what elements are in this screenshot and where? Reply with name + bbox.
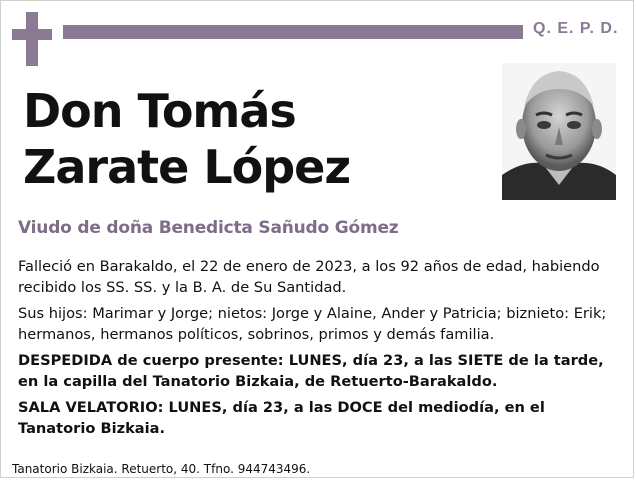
cross-icon — [12, 12, 52, 66]
deceased-name — [23, 83, 483, 195]
name-line-2: Zarate López — [23, 140, 351, 194]
funeral-home-footer: Tanatorio Bizkaia. Retuerto, 40. Tfno. 944743496. — [12, 462, 311, 476]
family-paragraph: Sus hijos: Marimar y Jorge; nietos: Jorge y Alaine, Ander y Patricia; biznieto: Erik; hermanos, hermanos políticos, sobrinos, primos y demás familia. — [18, 305, 607, 343]
header-bar — [63, 25, 523, 39]
portrait-image — [502, 63, 616, 200]
qepd-label: Q. E. P. D. — [533, 20, 619, 37]
deceased-photo — [502, 63, 616, 200]
obituary-body — [18, 256, 618, 444]
farewell-paragraph: DESPEDIDA de cuerpo presente: LUNES, día 23, a las SIETE de la tarde, en la capilla del Tanatorio Bizkaia, de Retuerto-Barakaldo. — [18, 352, 604, 390]
wake-paragraph: SALA VELATORIO: LUNES, día 23, a las DOCE del mediodía, en el Tanatorio Bizkaia. — [18, 399, 545, 437]
death-paragraph: Falleció en Barakaldo, el 22 de enero de 2023, a los 92 años de edad, habiendo recibido los SS. SS. y la B. A. de Su Santidad. — [18, 258, 600, 296]
widow-line: Viudo de doña Benedicta Sañudo Gómez — [18, 218, 399, 238]
name-line-1: Don Tomás — [23, 84, 296, 138]
